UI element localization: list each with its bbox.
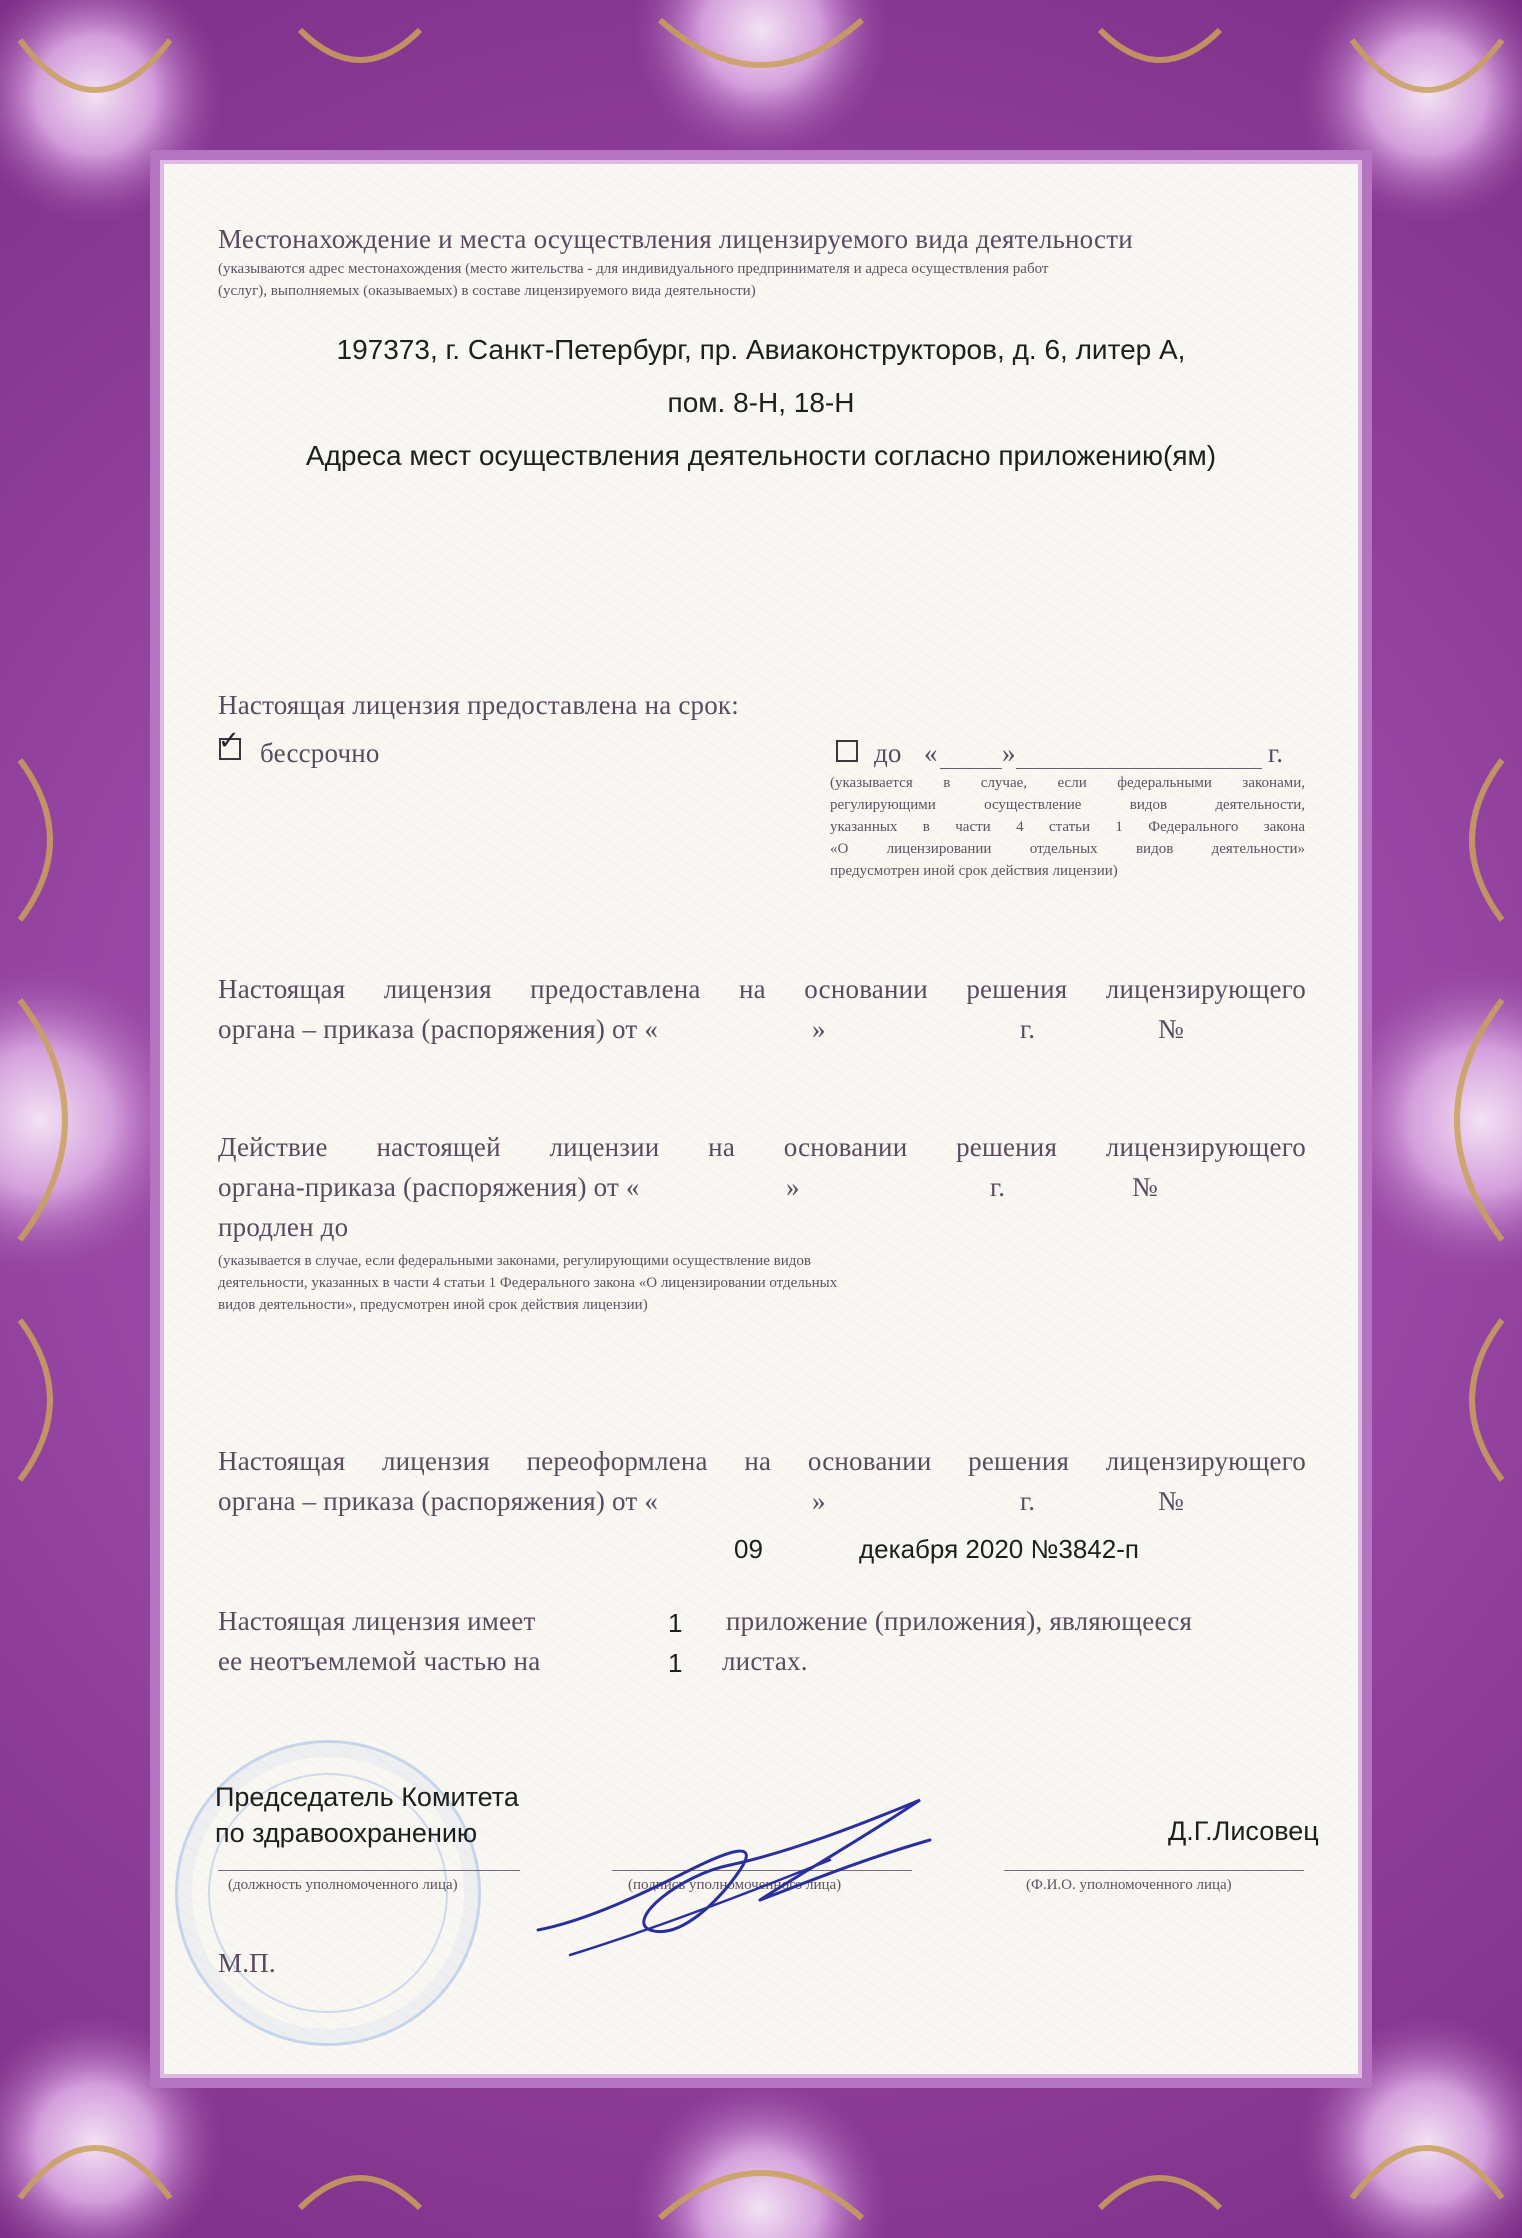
appendix-line1-end: приложение (приложения), являющееся [726, 1606, 1193, 1636]
basis-line1: Настоящая лицензия предоставлена на основании решения лицензирующего [218, 974, 1306, 1004]
until-month-field [1016, 768, 1262, 769]
location-note-line1: (указываются адрес местонахождения (место жительства - для индивидуального предпринимателя и адреса осуществления работ [218, 261, 1049, 277]
bottom-rosette [631, 2078, 891, 2238]
extension-note-line2: деятельности, указанных в части 4 статьи 1 Федерального закона «О лицензировании отдельных [218, 1275, 838, 1291]
name-caption: (Ф.И.О. уполномоченного лица) [1026, 1877, 1232, 1893]
term-heading: Настоящая лицензия предоставлена на срок: [218, 690, 739, 720]
unlimited-label: бессрочно [260, 738, 380, 768]
until-quote-close: » [1002, 738, 1016, 768]
appendix-sheets: 1 [668, 1648, 683, 1678]
gold-ornament [300, 30, 420, 60]
seal-label: М.П. [218, 1948, 276, 1978]
basis-year-label: г. [1020, 1014, 1036, 1044]
until-quote-open: « [924, 738, 938, 768]
extension-line3: продлен до [218, 1212, 349, 1242]
extension-line1: Действие настоящей лицензии на основании решения лицензирующего [218, 1132, 1306, 1162]
extension-line2: органа-приказа (распоряжения) от « [218, 1172, 640, 1202]
term-note-line3: указанных в части 4 статьи 1 Федерального закона [830, 819, 1305, 835]
basis-line2: органа – приказа (распоряжения) от « [218, 1014, 659, 1044]
extension-note-line1: (указывается в случае, если федеральными законами, регулирующими осуществление видов [218, 1253, 811, 1269]
handwritten-signature [530, 1780, 950, 1960]
reissue-line2: органа – приказа (распоряжения) от « [218, 1486, 659, 1516]
extension-quote-close: » [786, 1172, 800, 1202]
term-note-line1: (указывается в случае, если федеральными законами, [830, 775, 1305, 791]
basis-quote-close: » [812, 1014, 826, 1044]
gold-ornament [1472, 760, 1502, 920]
term-note-line2: регулирующими осуществление видов деятельности, [830, 797, 1305, 813]
reissue-date-number: декабря 2020 №3842-п [859, 1534, 1139, 1564]
until-label: до [874, 738, 902, 768]
address-line3: Адреса мест осуществления деятельности согласно приложению(ям) [305, 440, 1217, 471]
appendix-line2-start: ее неотъемлемой частью на [218, 1646, 541, 1676]
basis-number-sign: № [1158, 1014, 1184, 1044]
extension-year-label: г. [990, 1172, 1006, 1202]
reissue-line1: Настоящая лицензия переоформлена на основании решения лицензирующего [218, 1446, 1306, 1476]
appendix-line1-start: Настоящая лицензия имеет [218, 1606, 536, 1636]
reissue-number-sign: № [1158, 1486, 1184, 1516]
top-rosette [631, 0, 891, 160]
gold-ornament [20, 1320, 50, 1480]
until-year-label: г. [1268, 738, 1284, 768]
signatory-name: Д.Г.Лисовец [1168, 1816, 1319, 1846]
gold-ornament [1100, 30, 1220, 60]
position-line [218, 1870, 520, 1871]
gold-ornament [1100, 2178, 1220, 2208]
reissue-quote-close: » [812, 1486, 826, 1516]
term-note-line5: предусмотрен иной срок действия лицензии) [830, 863, 1118, 879]
location-heading: Местонахождение и места осуществления лицензируемого вида деятельности [218, 224, 1133, 254]
signature-caption: (подпись уполномоченного лица) [628, 1877, 842, 1893]
name-line [1004, 1870, 1304, 1871]
gold-ornament [1472, 1320, 1502, 1480]
check-mark-icon: ✓ [218, 726, 240, 756]
signatory-position-line2: по здравоохранению [215, 1818, 478, 1848]
reissue-day: 09 [734, 1534, 763, 1564]
signatory-position-line1: Председатель Комитета [215, 1782, 519, 1812]
location-note-line2: (услуг), выполняемых (оказываемых) в составе лицензируемого вида деятельности) [218, 283, 756, 299]
term-note-line4: «О лицензировании отдельных видов деятельности» [830, 841, 1305, 857]
until-date-checkbox[interactable] [836, 740, 858, 762]
gold-ornament [20, 760, 50, 920]
appendix-count: 1 [668, 1608, 683, 1638]
reissue-year-label: г. [1020, 1486, 1036, 1516]
extension-number-sign: № [1132, 1172, 1158, 1202]
position-caption: (должность уполномоченного лица) [228, 1877, 458, 1893]
address-line1: 197373, г. Санкт-Петербург, пр. Авиаконструкторов, д. 6, литер А, [336, 334, 1186, 365]
address-line2: пом. 8-Н, 18-Н [667, 387, 855, 418]
appendix-line2-end: листах. [722, 1646, 808, 1676]
extension-note-line3: видов деятельности», предусмотрен иной срок действия лицензии) [218, 1297, 648, 1313]
gold-ornament [300, 2178, 420, 2208]
until-day-field [940, 768, 1002, 769]
